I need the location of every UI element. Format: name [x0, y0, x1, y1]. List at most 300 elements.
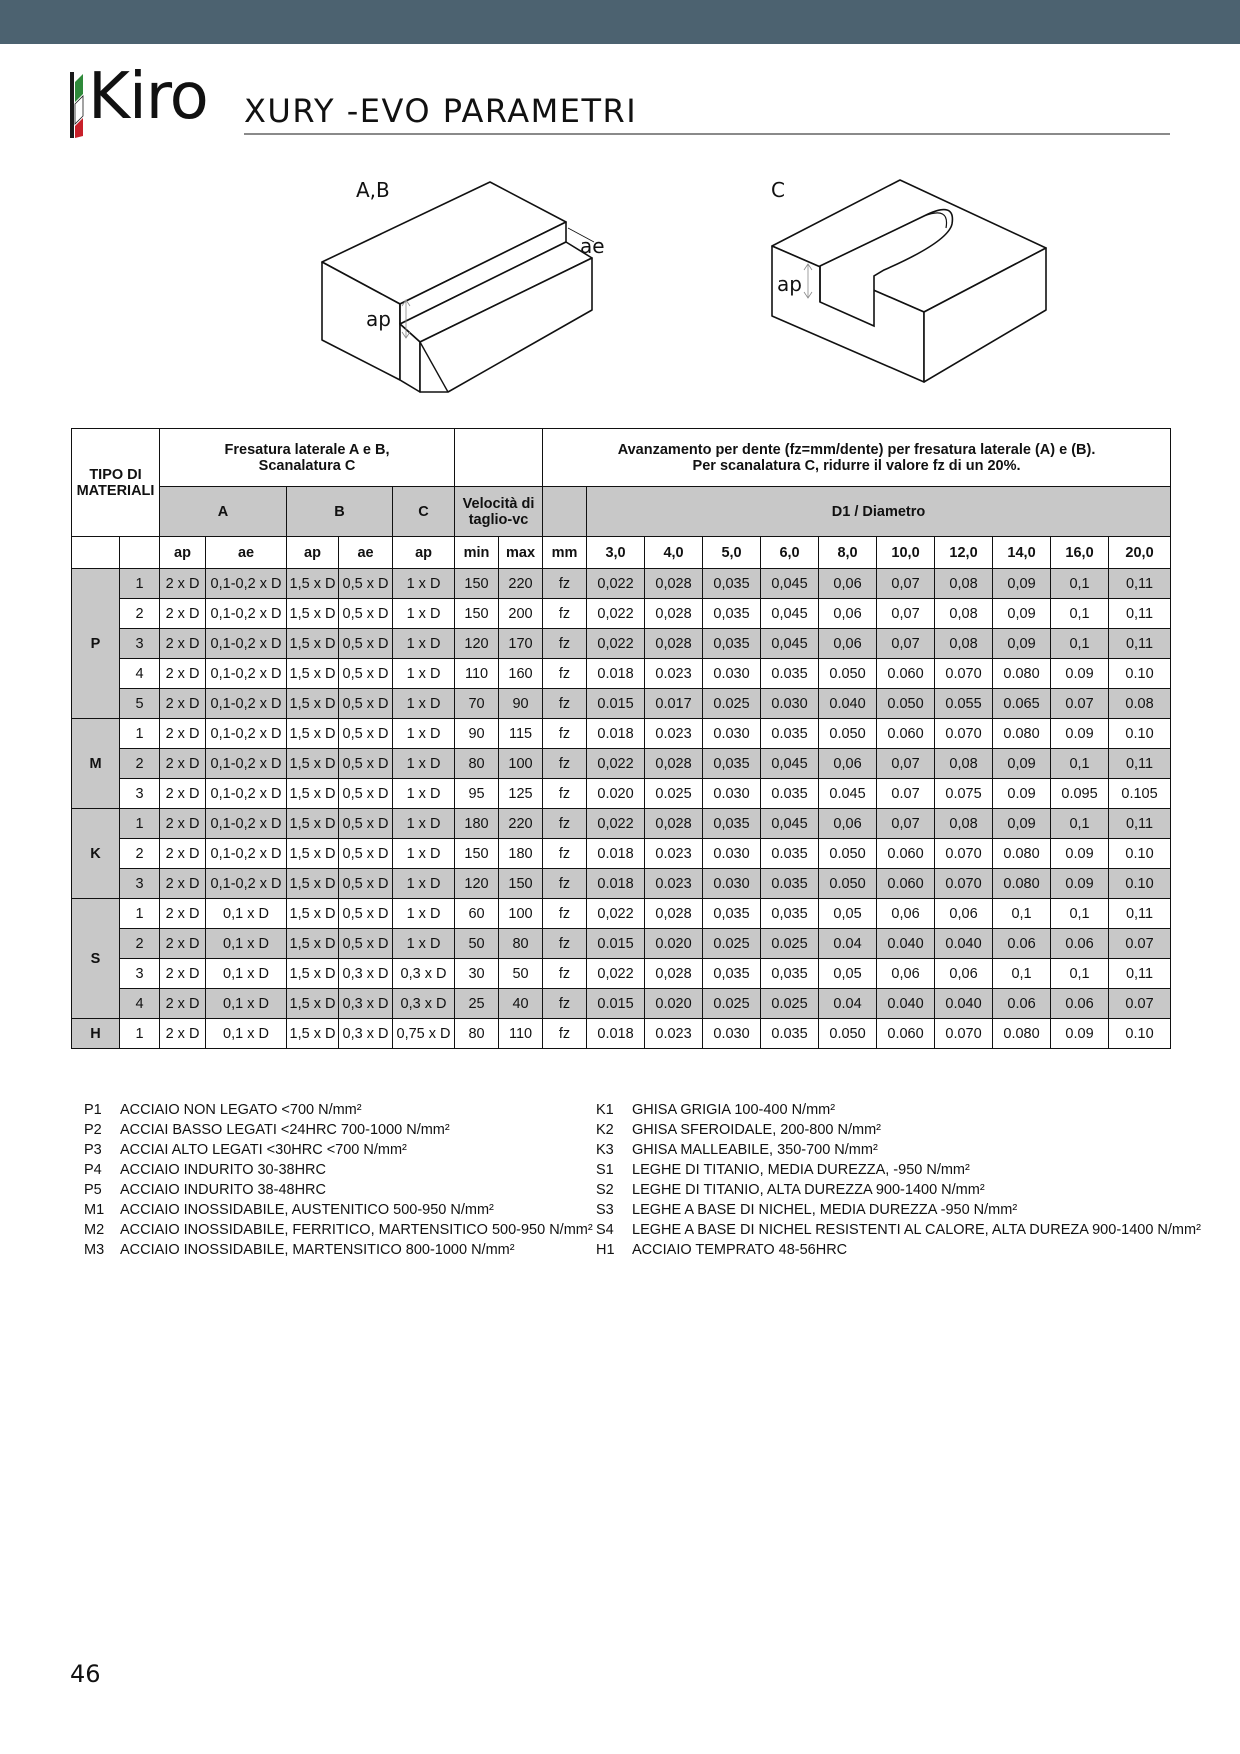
cell-bap: 1,5 x D — [287, 899, 339, 929]
cell-fz: 0.023 — [645, 839, 703, 869]
cell-bap: 1,5 x D — [287, 599, 339, 629]
cell-bae: 0,5 x D — [339, 779, 393, 809]
cell-max: 170 — [499, 629, 543, 659]
legend-code: S3 — [596, 1202, 614, 1218]
cell-bap: 1,5 x D — [287, 749, 339, 779]
cell-mm: fz — [543, 959, 587, 989]
cell-mm: fz — [543, 749, 587, 779]
table-row — [72, 569, 1171, 599]
cell-max: 115 — [499, 719, 543, 749]
cell-fz: 0,05 — [819, 959, 877, 989]
cell-fz: 0.023 — [645, 719, 703, 749]
cell-bae: 0,3 x D — [339, 1019, 393, 1049]
cell-min: 120 — [455, 629, 499, 659]
cell-fz: 0.030 — [703, 719, 761, 749]
cell-fz: 0.030 — [703, 869, 761, 899]
cell-ae: 0,1-0,2 x D — [206, 779, 287, 809]
legend-item — [84, 1240, 593, 1260]
legend-text: GHISA SFEROIDALE, 200-800 N/mm² — [632, 1122, 881, 1138]
material-group: H — [72, 1019, 120, 1049]
legend-code: H1 — [596, 1242, 615, 1258]
cell-bae: 0,5 x D — [339, 809, 393, 839]
cell-bap: 1,5 x D — [287, 1019, 339, 1049]
cell-fz: 0.10 — [1109, 719, 1171, 749]
cell-fz: 0,022 — [587, 629, 645, 659]
header-b: B — [287, 487, 393, 537]
cell-fz: 0.030 — [703, 659, 761, 689]
cell-fz: 0,08 — [935, 749, 993, 779]
cell-fz: 0,06 — [819, 749, 877, 779]
legend-item — [596, 1160, 1201, 1180]
table-row — [72, 719, 1171, 749]
material-group: M — [72, 719, 120, 809]
cell-fz: 0.07 — [1051, 689, 1109, 719]
cell-ap: 2 x D — [160, 899, 206, 929]
cell-bae: 0,5 x D — [339, 659, 393, 689]
header-diametro: D1 / Diametro — [587, 487, 1171, 537]
cell-mm: fz — [543, 719, 587, 749]
cell-n: 1 — [120, 569, 160, 599]
cell-n: 3 — [120, 869, 160, 899]
cell-fz: 0.09 — [993, 779, 1051, 809]
cell-fz: 0.07 — [1109, 989, 1171, 1019]
cell-fz: 0.050 — [877, 689, 935, 719]
cell-fz: 0.10 — [1109, 659, 1171, 689]
cell-fz: 0,06 — [877, 899, 935, 929]
table-row — [72, 899, 1171, 929]
cell-bae: 0,5 x D — [339, 569, 393, 599]
cell-bap: 1,5 x D — [287, 809, 339, 839]
cell-fz: 0,06 — [819, 569, 877, 599]
cell-fz: 0.065 — [993, 689, 1051, 719]
cell-fz: 0,11 — [1109, 809, 1171, 839]
cell-mm: fz — [543, 659, 587, 689]
diagram-label-c: C — [771, 178, 785, 202]
material-group: P — [72, 569, 120, 719]
cell-fz: 0.055 — [935, 689, 993, 719]
cell-fz: 0.04 — [819, 989, 877, 1019]
cell-fz: 0.080 — [993, 719, 1051, 749]
cell-fz: 0,028 — [645, 629, 703, 659]
material-group: S — [72, 899, 120, 1019]
diameter-header: 20,0 — [1109, 537, 1171, 569]
cell-fz: 0,08 — [935, 629, 993, 659]
cell-fz: 0.020 — [587, 779, 645, 809]
cell-ap: 2 x D — [160, 569, 206, 599]
subheader-cell: max — [499, 537, 543, 569]
cell-fz: 0.06 — [993, 989, 1051, 1019]
title-rule — [244, 133, 1170, 135]
cell-bap: 1,5 x D — [287, 659, 339, 689]
legend-code: M3 — [84, 1242, 105, 1258]
cell-cap: 1 x D — [393, 929, 455, 959]
cell-min: 180 — [455, 809, 499, 839]
cell-bap: 1,5 x D — [287, 569, 339, 599]
legend-text: ACCIAIO TEMPRATO 48-56HRC — [632, 1242, 848, 1258]
cell-ae: 0,1-0,2 x D — [206, 659, 287, 689]
cell-ap: 2 x D — [160, 959, 206, 989]
cell-fz: 0,035 — [703, 899, 761, 929]
cell-max: 80 — [499, 929, 543, 959]
cell-fz: 0.095 — [1051, 779, 1109, 809]
legend-code: P2 — [84, 1122, 102, 1138]
cell-fz: 0,045 — [761, 569, 819, 599]
legend-item — [84, 1160, 593, 1180]
cell-fz: 0,09 — [993, 569, 1051, 599]
header-tipo-materiali: TIPO DI MATERIALI — [72, 429, 160, 537]
cell-fz: 0.09 — [1051, 1019, 1109, 1049]
cell-fz: 0.018 — [587, 659, 645, 689]
cell-bae: 0,5 x D — [339, 629, 393, 659]
cell-fz: 0,11 — [1109, 629, 1171, 659]
logo-stripes-icon — [70, 72, 84, 138]
cell-fz: 0.035 — [761, 659, 819, 689]
cell-fz: 0.070 — [935, 659, 993, 689]
cell-bae: 0,5 x D — [339, 689, 393, 719]
header-a: A — [160, 487, 287, 537]
table-row — [72, 839, 1171, 869]
cell-ae: 0,1-0,2 x D — [206, 869, 287, 899]
legend-item — [596, 1220, 1201, 1240]
diagram-label-ap-left: ap — [366, 307, 391, 331]
cell-fz: 0,07 — [877, 749, 935, 779]
cell-ae: 0,1-0,2 x D — [206, 749, 287, 779]
legend-text: ACCIAI ALTO LEGATI <30HRC <700 N/mm² — [120, 1142, 407, 1158]
table-row — [72, 959, 1171, 989]
diameter-header: 12,0 — [935, 537, 993, 569]
cell-fz: 0,06 — [819, 809, 877, 839]
cell-fz: 0.023 — [645, 659, 703, 689]
legend-left — [84, 1100, 593, 1260]
cell-bae: 0,5 x D — [339, 839, 393, 869]
cell-ap: 2 x D — [160, 599, 206, 629]
cell-n: 3 — [120, 959, 160, 989]
kiro-logo — [70, 60, 208, 136]
cell-fz: 0,035 — [761, 899, 819, 929]
cell-ae: 0,1-0,2 x D — [206, 719, 287, 749]
cell-bae: 0,5 x D — [339, 749, 393, 779]
table-row — [72, 929, 1171, 959]
cell-cap: 1 x D — [393, 779, 455, 809]
legend-text: LEGHE DI TITANIO, ALTA DUREZZA 900-1400 N/mm² — [632, 1182, 985, 1198]
cell-fz: 0.025 — [703, 989, 761, 1019]
cell-min: 150 — [455, 839, 499, 869]
cell-cap: 1 x D — [393, 749, 455, 779]
cell-fz: 0.08 — [1109, 689, 1171, 719]
cell-fz: 0.050 — [819, 1019, 877, 1049]
cell-fz: 0,035 — [703, 629, 761, 659]
cell-max: 180 — [499, 839, 543, 869]
cell-fz: 0.035 — [761, 779, 819, 809]
cell-bae: 0,3 x D — [339, 959, 393, 989]
cell-bae: 0,5 x D — [339, 869, 393, 899]
cell-fz: 0.10 — [1109, 1019, 1171, 1049]
page-title: XURY -EVO PARAMETRI — [244, 92, 638, 130]
cell-cap: 1 x D — [393, 599, 455, 629]
cell-n: 1 — [120, 1019, 160, 1049]
cell-fz: 0,1 — [1051, 569, 1109, 599]
cell-fz: 0.075 — [935, 779, 993, 809]
cell-fz: 0.050 — [819, 719, 877, 749]
cell-n: 2 — [120, 749, 160, 779]
legend-item — [596, 1240, 1201, 1260]
diagram-label-ap-right: ap — [777, 272, 802, 296]
cell-fz: 0,022 — [587, 599, 645, 629]
diameter-header: 16,0 — [1051, 537, 1109, 569]
cell-fz: 0.018 — [587, 1019, 645, 1049]
diameter-header: 5,0 — [703, 537, 761, 569]
legend-code: M2 — [84, 1222, 105, 1238]
cell-min: 110 — [455, 659, 499, 689]
legend-text: GHISA GRIGIA 100-400 N/mm² — [632, 1102, 836, 1118]
cell-fz: 0,045 — [761, 749, 819, 779]
cell-fz: 0,045 — [761, 809, 819, 839]
table-row — [72, 809, 1171, 839]
cell-fz: 0,06 — [935, 959, 993, 989]
subheader-blank — [120, 537, 160, 569]
cell-min: 25 — [455, 989, 499, 1019]
cell-fz: 0.10 — [1109, 839, 1171, 869]
cell-fz: 0,028 — [645, 959, 703, 989]
cell-max: 50 — [499, 959, 543, 989]
legend-item — [84, 1100, 593, 1120]
cell-fz: 0.023 — [645, 869, 703, 899]
cell-fz: 0,1 — [1051, 959, 1109, 989]
cell-fz: 0,11 — [1109, 899, 1171, 929]
cell-bap: 1,5 x D — [287, 719, 339, 749]
header-avanzamento: Avanzamento per dente (fz=mm/dente) per fresatura laterale (A) e (B). Per scanalatura C, ridurre il valore fz di un 20%. — [543, 429, 1171, 487]
cell-fz: 0,045 — [761, 599, 819, 629]
cell-bae: 0,5 x D — [339, 719, 393, 749]
legend-code: P4 — [84, 1162, 102, 1178]
cell-ap: 2 x D — [160, 929, 206, 959]
cell-min: 80 — [455, 749, 499, 779]
header-c: C — [393, 487, 455, 537]
cell-fz: 0.050 — [819, 659, 877, 689]
legend-code: S4 — [596, 1222, 614, 1238]
top-bar — [0, 0, 1240, 44]
cell-fz: 0,07 — [877, 599, 935, 629]
legend-text: ACCIAIO INOSSIDABILE, AUSTENITICO 500-950 N/mm² — [120, 1202, 494, 1218]
cell-n: 3 — [120, 629, 160, 659]
cell-ap: 2 x D — [160, 659, 206, 689]
cell-fz: 0,07 — [877, 809, 935, 839]
cell-fz: 0,028 — [645, 899, 703, 929]
table-row — [72, 779, 1171, 809]
cell-fz: 0.060 — [877, 839, 935, 869]
cell-fz: 0.080 — [993, 839, 1051, 869]
cell-fz: 0.06 — [1051, 929, 1109, 959]
legend-code: P3 — [84, 1142, 102, 1158]
cell-n: 2 — [120, 929, 160, 959]
cell-fz: 0.09 — [1051, 839, 1109, 869]
cell-fz: 0,06 — [819, 629, 877, 659]
cell-fz: 0.060 — [877, 1019, 935, 1049]
cell-ap: 2 x D — [160, 989, 206, 1019]
cell-fz: 0.025 — [761, 929, 819, 959]
cell-fz: 0.040 — [935, 989, 993, 1019]
cell-fz: 0.017 — [645, 689, 703, 719]
cell-fz: 0,06 — [935, 899, 993, 929]
cell-fz: 0,028 — [645, 599, 703, 629]
diagram-slotting — [760, 170, 1060, 390]
cell-fz: 0.015 — [587, 989, 645, 1019]
cell-fz: 0.09 — [1051, 659, 1109, 689]
cell-fz: 0,06 — [819, 599, 877, 629]
table-row — [72, 749, 1171, 779]
cell-fz: 0,1 — [1051, 629, 1109, 659]
diameter-header: 4,0 — [645, 537, 703, 569]
cell-bae: 0,3 x D — [339, 989, 393, 1019]
cell-n: 1 — [120, 899, 160, 929]
table-row — [72, 629, 1171, 659]
cell-ae: 0,1 x D — [206, 899, 287, 929]
cell-fz: 0.060 — [877, 719, 935, 749]
legend-item — [84, 1220, 593, 1240]
cell-fz: 0.025 — [761, 989, 819, 1019]
cell-fz: 0,035 — [703, 749, 761, 779]
cell-fz: 0,1 — [1051, 899, 1109, 929]
cell-max: 100 — [499, 749, 543, 779]
cell-fz: 0.04 — [819, 929, 877, 959]
cell-fz: 0,09 — [993, 809, 1051, 839]
cell-mm: fz — [543, 869, 587, 899]
cell-mm: fz — [543, 689, 587, 719]
cell-bap: 1,5 x D — [287, 629, 339, 659]
table-row — [72, 989, 1171, 1019]
cell-fz: 0,022 — [587, 899, 645, 929]
legend-item — [84, 1120, 593, 1140]
cell-cap: 1 x D — [393, 689, 455, 719]
cell-fz: 0.06 — [1051, 989, 1109, 1019]
cell-fz: 0.018 — [587, 719, 645, 749]
cell-mm: fz — [543, 809, 587, 839]
subheader-cell: mm — [543, 537, 587, 569]
cell-ae: 0,1-0,2 x D — [206, 689, 287, 719]
cell-fz: 0.015 — [587, 689, 645, 719]
cell-fz: 0.060 — [877, 659, 935, 689]
cell-fz: 0,028 — [645, 569, 703, 599]
cell-fz: 0,035 — [703, 569, 761, 599]
header-velocita: Velocità di taglio-vc — [455, 487, 543, 537]
cell-cap: 1 x D — [393, 869, 455, 899]
cell-ae: 0,1 x D — [206, 1019, 287, 1049]
cell-fz: 0,08 — [935, 809, 993, 839]
legend-text: LEGHE A BASE DI NICHEL, MEDIA DUREZZA -950 N/mm² — [632, 1202, 1018, 1218]
cutting-parameters-table — [71, 428, 1171, 1049]
table-row — [72, 599, 1171, 629]
table-row — [72, 689, 1171, 719]
cell-n: 1 — [120, 809, 160, 839]
cell-mm: fz — [543, 599, 587, 629]
header-blank-mm — [543, 487, 587, 537]
cell-n: 4 — [120, 989, 160, 1019]
cell-fz: 0,11 — [1109, 599, 1171, 629]
cell-fz: 0.030 — [703, 779, 761, 809]
cell-fz: 0,022 — [587, 959, 645, 989]
legend-code: S2 — [596, 1182, 614, 1198]
cell-fz: 0.105 — [1109, 779, 1171, 809]
diameter-header: 6,0 — [761, 537, 819, 569]
cell-n: 2 — [120, 839, 160, 869]
cell-n: 3 — [120, 779, 160, 809]
legend-item — [84, 1180, 593, 1200]
cell-fz: 0,035 — [761, 959, 819, 989]
cell-fz: 0.10 — [1109, 869, 1171, 899]
subheader-cell: ae — [339, 537, 393, 569]
cell-fz: 0.035 — [761, 1019, 819, 1049]
cell-mm: fz — [543, 929, 587, 959]
diameter-header: 10,0 — [877, 537, 935, 569]
cell-fz: 0,1 — [1051, 749, 1109, 779]
cell-fz: 0,1 — [993, 899, 1051, 929]
cell-fz: 0.040 — [935, 929, 993, 959]
cell-max: 110 — [499, 1019, 543, 1049]
legend-item — [596, 1140, 1201, 1160]
cell-fz: 0,09 — [993, 629, 1051, 659]
cell-n: 1 — [120, 719, 160, 749]
cell-cap: 1 x D — [393, 569, 455, 599]
cell-mm: fz — [543, 839, 587, 869]
cell-ap: 2 x D — [160, 779, 206, 809]
cell-bap: 1,5 x D — [287, 689, 339, 719]
cell-max: 200 — [499, 599, 543, 629]
legend-text: ACCIAIO INDURITO 30-38HRC — [120, 1162, 326, 1178]
cell-min: 80 — [455, 1019, 499, 1049]
legend-item — [596, 1120, 1201, 1140]
subheader-cell: ap — [393, 537, 455, 569]
cell-cap: 1 x D — [393, 899, 455, 929]
cell-ap: 2 x D — [160, 629, 206, 659]
table-row — [72, 1019, 1171, 1049]
cell-fz: 0,11 — [1109, 569, 1171, 599]
legend-code: P5 — [84, 1182, 102, 1198]
legend-item — [596, 1100, 1201, 1120]
cell-ap: 2 x D — [160, 719, 206, 749]
cell-fz: 0.09 — [1051, 719, 1109, 749]
cell-bap: 1,5 x D — [287, 989, 339, 1019]
cell-min: 50 — [455, 929, 499, 959]
cell-min: 150 — [455, 569, 499, 599]
cell-ap: 2 x D — [160, 689, 206, 719]
cell-cap: 1 x D — [393, 659, 455, 689]
cell-fz: 0.018 — [587, 869, 645, 899]
cell-min: 60 — [455, 899, 499, 929]
subheader-cell: ap — [287, 537, 339, 569]
cell-fz: 0.070 — [935, 839, 993, 869]
cell-fz: 0,08 — [935, 599, 993, 629]
header-blank-vel — [455, 429, 543, 487]
cell-n: 5 — [120, 689, 160, 719]
cell-fz: 0.07 — [1109, 929, 1171, 959]
cell-max: 220 — [499, 569, 543, 599]
legend-text: LEGHE A BASE DI NICHEL RESISTENTI AL CALORE, ALTA DUREZA 900-1400 N/mm² — [632, 1222, 1201, 1238]
cell-ae: 0,1 x D — [206, 989, 287, 1019]
cell-fz: 0.070 — [935, 869, 993, 899]
legend-text: ACCIAIO INOSSIDABILE, FERRITICO, MARTENSITICO 500-950 N/mm² — [120, 1222, 593, 1238]
table-row — [72, 869, 1171, 899]
cell-bae: 0,5 x D — [339, 899, 393, 929]
cell-fz: 0,1 — [1051, 599, 1109, 629]
cell-ae: 0,1-0,2 x D — [206, 629, 287, 659]
legend-code: K2 — [596, 1122, 614, 1138]
legend-code: K3 — [596, 1142, 614, 1158]
cell-n: 4 — [120, 659, 160, 689]
cell-fz: 0.018 — [587, 839, 645, 869]
legend-right — [596, 1100, 1201, 1260]
cell-ap: 2 x D — [160, 869, 206, 899]
cell-fz: 0,08 — [935, 569, 993, 599]
